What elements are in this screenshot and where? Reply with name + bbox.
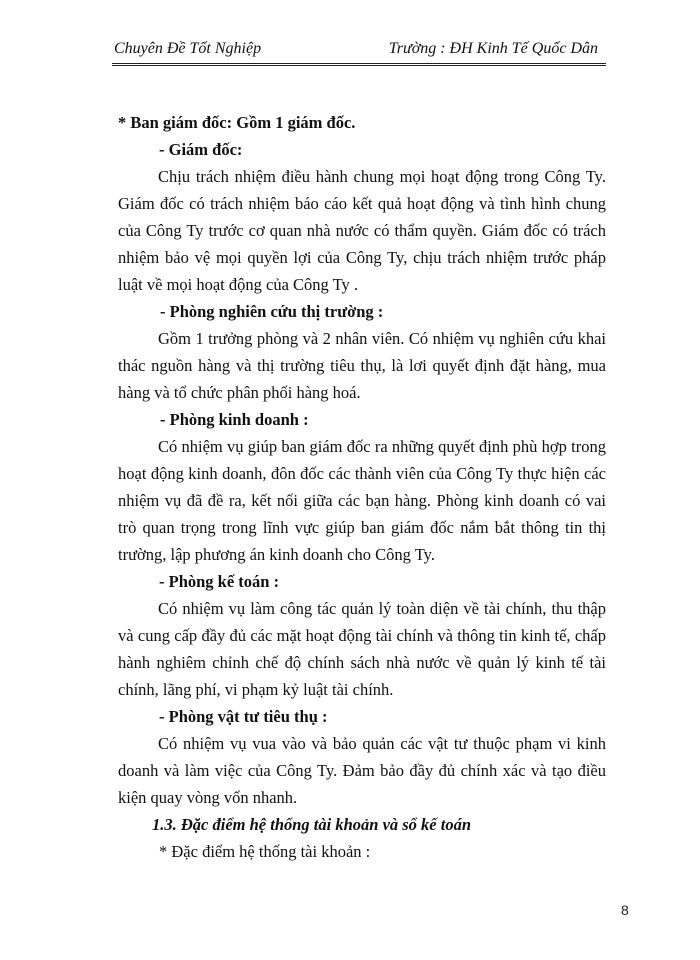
- header-right-title: Trường : ĐH Kinh Tế Quốc Dân: [388, 40, 598, 57]
- vat-tu-heading: - Phòng vật tư tiêu thụ :: [159, 707, 328, 726]
- page-header: [112, 40, 606, 66]
- section-heading: 1.3. Đặc điểm hệ thống tài khoản và sổ kế toán: [152, 815, 472, 834]
- kinh-doanh-paragraph: Có nhiệm vụ giúp ban giám đốc ra những quyết định phù hợp trong hoạt động kinh doanh, đôn đốc các thành viên của Công Ty thực hiện các nhiệm vụ đã đề ra, kết nối giữa các bạn hàng. Phòng kinh doanh có vai trò quan trọng trong lĩnh vực giúp ban giám đốc nắm bắt thông tin thị trường, lập phương án kinh doanh cho Công Ty.: [118, 437, 606, 564]
- giam-doc-paragraph: Chịu trách nhiệm điều hành chung mọi hoạt động trong Công Ty. Giám đốc có trách nhiệm báo cáo kết quả hoạt động và tình hình chung của Công Ty trước cơ quan nhà nước có thẩm quyền. Giám đốc có trách nhiệm bảo vệ mọi quyền lợi của Công Ty, chịu trách nhiệm trước pháp luật về mọi hoạt động của Công Ty .: [118, 167, 606, 294]
- vat-tu-paragraph: Có nhiệm vụ vua vào và bảo quản các vật tư thuộc phạm vi kinh doanh và làm việc của Công Ty. Đảm bảo đầy đủ chính xác và tạo điều kiện quay vòng vốn nhanh.: [118, 734, 606, 807]
- page-body: [118, 109, 606, 865]
- page-number: 8: [621, 902, 629, 918]
- nghien-cuu-heading: - Phòng nghiên cứu thị trường :: [160, 302, 384, 321]
- ke-toan-heading: - Phòng kế toán :: [159, 572, 280, 591]
- header-left-title: Chuyên Đề Tốt Nghiệp: [114, 40, 262, 57]
- tai-khoan-heading: * Đặc điểm hệ thống tài khoản :: [159, 842, 371, 861]
- giam-doc-heading: - Giám đốc:: [159, 140, 243, 159]
- ke-toan-paragraph: Có nhiệm vụ làm công tác quản lý toàn diện về tài chính, thu thập và cung cấp đầy đủ các mặt hoạt động tài chính và thông tin kinh tế, chấp hành nghiêm chỉnh chế độ chính sách nhà nước về quản lý kinh tế tài chính, lãng phí, vi phạm kỷ luật tài chính.: [118, 599, 606, 699]
- nghien-cuu-paragraph: Gồm 1 trưởng phòng và 2 nhân viên. Có nhiệm vụ nghiên cứu khai thác nguồn hàng và thị trường tiêu thụ, là lơi quyết định đặt hàng, mua hàng và tổ chức phân phối hàng hoá.: [118, 329, 606, 402]
- kinh-doanh-heading: - Phòng kinh doanh :: [160, 410, 309, 429]
- ban-giam-doc-heading: * Ban giám đốc: Gồm 1 giám đốc.: [118, 113, 356, 132]
